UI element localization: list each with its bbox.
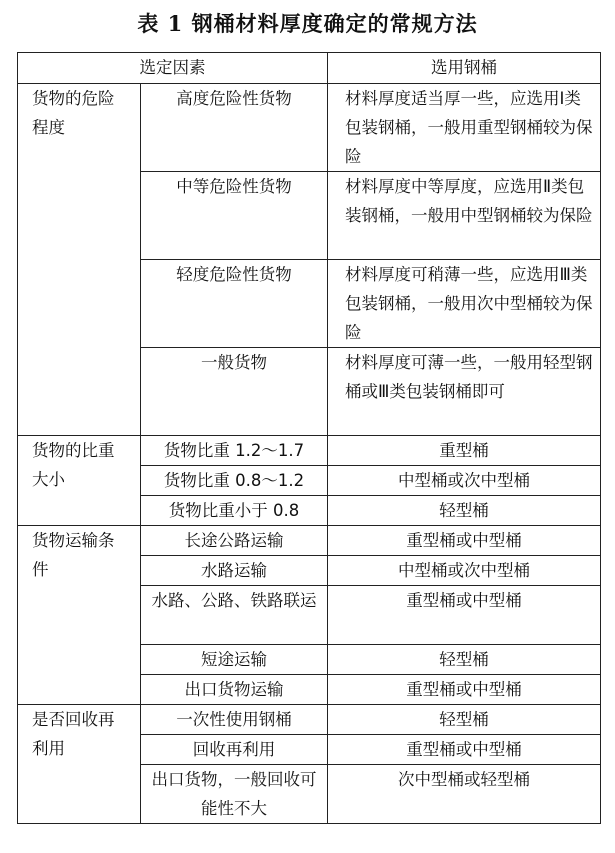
factor-cell: 一般货物 bbox=[141, 348, 328, 436]
factor-cell: 货物比重 1.2～1.7 bbox=[141, 436, 328, 466]
table-row bbox=[18, 436, 601, 466]
group-label: 货物运输条件 bbox=[18, 526, 141, 705]
choice-cell: 重型桶或中型桶 bbox=[328, 586, 601, 645]
choice-cell: 次中型桶或轻型桶 bbox=[328, 765, 601, 824]
choice-cell: 材料厚度中等厚度，应选用Ⅱ类包装钢桶，一般用中型钢桶较为保险 bbox=[328, 172, 601, 260]
choice-cell: 轻型桶 bbox=[328, 705, 601, 735]
header-factor: 选定因素 bbox=[18, 53, 328, 84]
factor-cell: 轻度危险性货物 bbox=[141, 260, 328, 348]
factor-cell: 中等危险性货物 bbox=[141, 172, 328, 260]
choice-cell: 重型桶或中型桶 bbox=[328, 526, 601, 556]
factor-cell: 货物比重 0.8～1.2 bbox=[141, 466, 328, 496]
group-label: 是否回收再利用 bbox=[18, 705, 141, 824]
steel-drum-thickness-table bbox=[17, 52, 601, 824]
choice-cell: 材料厚度适当厚一些，应选用Ⅰ类包装钢桶，一般用重型钢桶较为保险 bbox=[328, 84, 601, 172]
factor-cell: 回收再利用 bbox=[141, 735, 328, 765]
choice-cell: 重型桶或中型桶 bbox=[328, 735, 601, 765]
table-row bbox=[18, 705, 601, 735]
factor-cell: 水路运输 bbox=[141, 556, 328, 586]
table-row bbox=[18, 84, 601, 172]
group-label: 货物的比重大小 bbox=[18, 436, 141, 526]
table-header-row bbox=[18, 53, 601, 84]
choice-cell: 轻型桶 bbox=[328, 645, 601, 675]
choice-cell: 重型桶或中型桶 bbox=[328, 675, 601, 705]
group-label: 货物的危险程度 bbox=[18, 84, 141, 436]
factor-cell: 高度危险性货物 bbox=[141, 84, 328, 172]
factor-cell: 货物比重小于 0.8 bbox=[141, 496, 328, 526]
choice-cell: 材料厚度可薄一些，一般用轻型钢桶或Ⅲ类包装钢桶即可 bbox=[328, 348, 601, 436]
factor-cell: 短途运输 bbox=[141, 645, 328, 675]
factor-cell: 一次性使用钢桶 bbox=[141, 705, 328, 735]
choice-cell: 中型桶或次中型桶 bbox=[328, 556, 601, 586]
factor-cell: 出口货物，一般回收可能性不大 bbox=[141, 765, 328, 824]
factor-cell: 长途公路运输 bbox=[141, 526, 328, 556]
table-title: 表 1 钢桶材料厚度确定的常规方法 bbox=[137, 11, 478, 36]
factor-cell: 水路、公路、铁路联运 bbox=[141, 586, 328, 645]
choice-cell: 材料厚度可稍薄一些，应选用Ⅲ类包装钢桶，一般用次中型桶较为保险 bbox=[328, 260, 601, 348]
choice-cell: 轻型桶 bbox=[328, 496, 601, 526]
choice-cell: 重型桶 bbox=[328, 436, 601, 466]
table-row bbox=[18, 526, 601, 556]
choice-cell: 中型桶或次中型桶 bbox=[328, 466, 601, 496]
factor-cell: 出口货物运输 bbox=[141, 675, 328, 705]
header-choice: 选用钢桶 bbox=[328, 53, 601, 84]
